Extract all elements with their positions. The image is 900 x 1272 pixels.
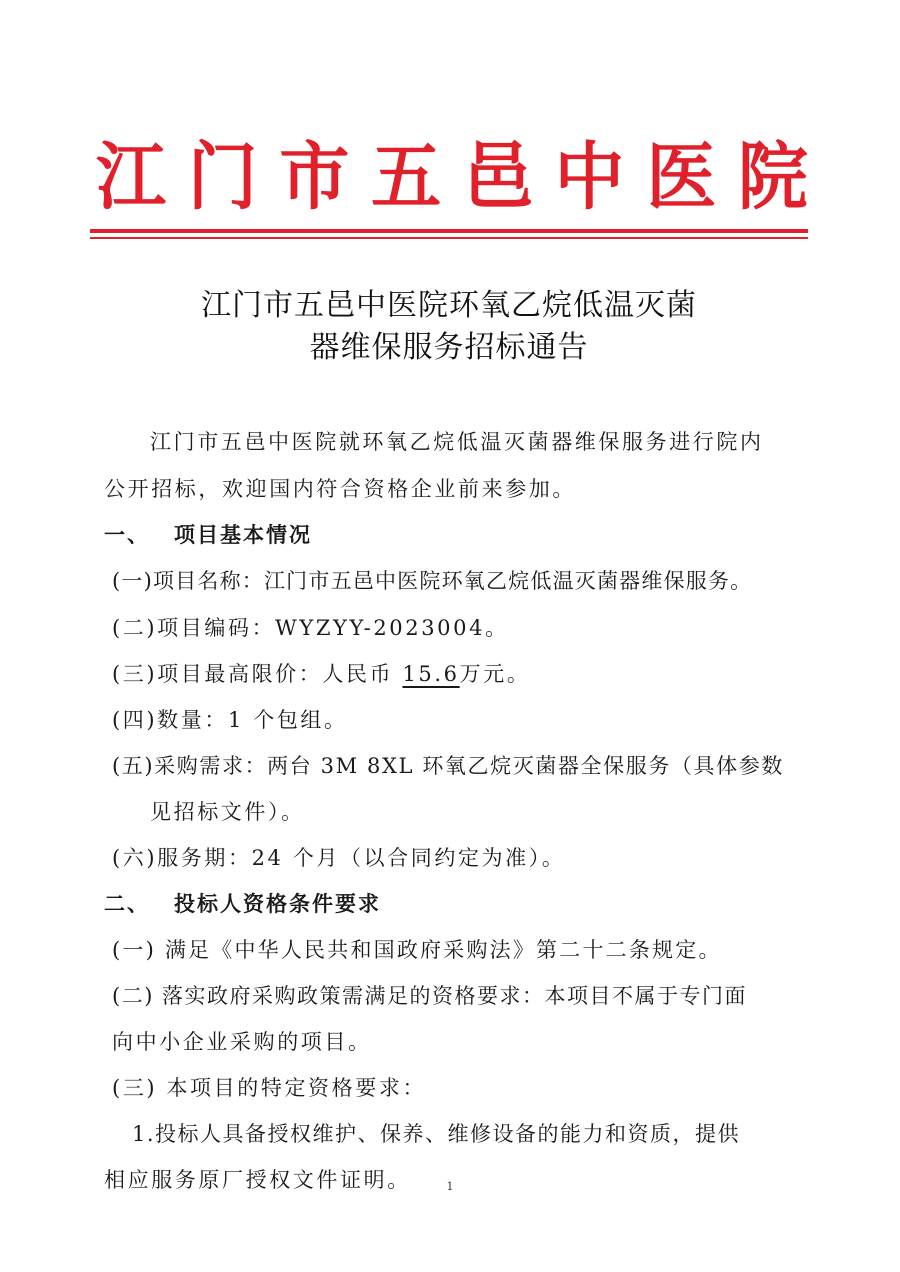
letterhead-char: 院 — [737, 132, 808, 221]
section-1-item-3 — [112, 659, 530, 689]
section-1-item-5-line-2: 见招标文件）。 — [150, 800, 305, 824]
section-2-number: 二、 — [104, 892, 150, 916]
section-1-item-4: (四)数量：1 个包组。 — [112, 708, 348, 732]
section-2-item-1: (一) 满足《中华人民共和国政府采购法》第二十二条规定。 — [112, 938, 722, 962]
section-1-title: 项目基本情况 — [174, 523, 312, 547]
letterhead-char: 江 — [96, 132, 166, 221]
section-2-sub-item-1-line-1: 1.投标人具备授权维护、保养、维修设备的能力和资质，提供 — [132, 1122, 741, 1146]
letterhead-hospital-name — [96, 130, 808, 225]
section-1-number: 一、 — [104, 523, 150, 547]
letterhead-char: 门 — [187, 132, 258, 221]
intro-line-2: 公开招标，欢迎国内符合资格企业前来参加。 — [104, 477, 576, 501]
letterhead-char: 市 — [279, 132, 350, 221]
letterhead-char: 医 — [646, 132, 717, 221]
section-1-item-2: (二)项目编码：WYZYY-2023004。 — [112, 616, 509, 640]
max-price-unit: 万元。 — [459, 662, 531, 686]
letterhead-char: 五 — [371, 132, 442, 221]
max-price-label: (三)项目最高限价：人民币 — [112, 662, 394, 686]
section-2-item-3: (三) 本项目的特定资格要求： — [112, 1076, 427, 1100]
section-2-title: 投标人资格条件要求 — [174, 892, 381, 916]
section-2-heading — [104, 889, 381, 919]
title-line-1: 江门市五邑中医院环氧乙烷低温灭菌 — [201, 288, 697, 323]
section-1-item-5-line-1: (五)采购需求：两台 3M 8XL 环氧乙烷灭菌器全保服务（具体参数 — [112, 754, 784, 778]
section-1-heading — [104, 520, 312, 550]
section-2-item-2-line-2: 向中小企业采购的项目。 — [112, 1030, 372, 1054]
letterhead-char: 邑 — [462, 132, 533, 221]
max-price-amount: 15.6 — [402, 662, 460, 686]
section-1-item-1: (一)项目名称：江门市五邑中医院环氧乙烷低温灭菌器维保服务。 — [112, 569, 753, 593]
section-2-item-2-line-1: (二) 落实政府采购政策需满足的资格要求：本项目不属于专门面 — [112, 984, 748, 1008]
section-2-sub-item-1-line-2: 相应服务原厂授权文件证明。 — [104, 1168, 411, 1192]
section-1-item-6: (六)服务期：24 个月（以合同约定为准）。 — [112, 846, 566, 870]
letterhead-rule-thick — [90, 229, 808, 233]
document-title — [90, 285, 808, 369]
intro-line-1: 江门市五邑中医院就环氧乙烷低温灭菌器维保服务进行院内 — [150, 430, 764, 454]
letterhead-rule-thin — [90, 237, 808, 239]
title-line-2: 器维保服务招标通告 — [309, 330, 589, 365]
page-number: 1 — [446, 1180, 454, 1193]
letterhead-char: 中 — [554, 132, 625, 221]
